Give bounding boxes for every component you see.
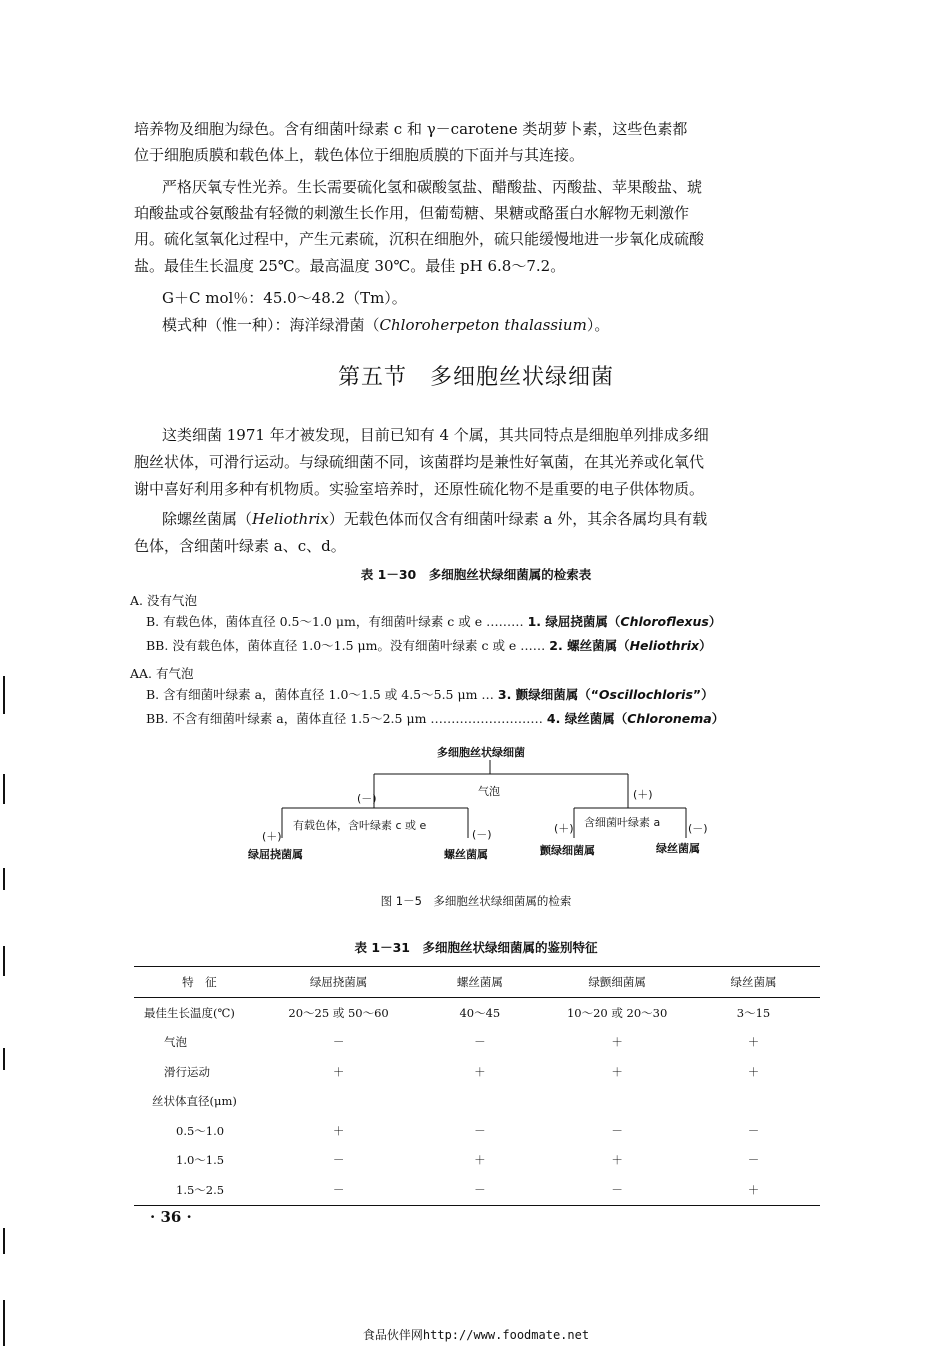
table-row [134,1146,820,1176]
column-header: 特 征 [134,967,265,998]
table-cell: ＋ [611,1064,623,1079]
table-cell: 20～25 或 50～60 [288,1005,389,1020]
table-cell: － [547,1175,687,1205]
table-cell: ＋ [474,1064,486,1079]
column-header: 绿丝菌属 [687,967,820,998]
table-cell: － [474,1035,486,1050]
table-cell: ＋ [747,1035,760,1050]
table-header-row [134,967,820,998]
paragraph-line: 培养物及细胞为绿色。含有细菌叶绿素 c 和 γ－carotene 类胡萝卜素，这些色素都 [134,120,688,138]
tree-node-chromatophore: 有载色体，含叶绿素 c 或 e [293,819,427,832]
table-cell: 滑行运动 [164,1064,210,1079]
key-line: BB. 没有载色体，菌体直径 1.0～1.5 μm。没有细菌叶绿素 c 或 e …… 2. 螺丝菌属（Heliothrix） [146,638,712,653]
table-cell: 40～45 [459,1005,501,1020]
tree-leaf: 颤绿细菌属 [540,844,595,857]
tree-leaf: 螺丝菌属 [444,848,488,861]
paragraph-line: 珀酸盐或谷氨酸盐有轻微的刺激生长作用，但葡萄糖、果糖或酪蛋白水解物无刺激作 [134,204,690,222]
table-row [134,998,820,1028]
tree-minus: (－) [472,828,492,841]
paragraph-line: 胞丝状体，可滑行运动。与绿硫细菌不同，该菌群均是兼性好氧菌，在其光养或化氧代 [134,453,705,471]
table-row [134,1087,820,1117]
table-cell: 3～15 [736,1005,771,1020]
table-cell: ＋ [332,1064,345,1079]
tree-node-gas: 气泡 [478,785,500,798]
table-cell: ＋ [332,1123,345,1138]
table-cell: 10～20 或 20～30 [566,1005,668,1020]
tree-minus: (－) [357,792,377,805]
table-cell: － [611,1123,623,1138]
table-cell: 0.5～1.0 [176,1123,225,1138]
table-cell: － [265,1175,413,1205]
paragraph-line: 这类细菌 1971 年才被发现，目前已知有 4 个属，其共同特点是细胞单列排成多细 [162,426,709,444]
table-caption: 表 1－31 多细胞丝状绿细菌属的鉴别特征 [354,940,598,955]
figure-caption: 图 1－5 多细胞丝状绿细菌属的检索 [380,894,572,908]
table-cell: － [332,1153,345,1168]
key-line: A. 没有气泡 [130,593,197,608]
table-cell: － [747,1153,760,1168]
tree-node-bchl-a: 含细菌叶绿素 a [584,816,661,829]
table-cell: 1.5～2.5 [134,1175,265,1205]
table-cell: ＋ [611,1035,623,1050]
tree-plus: (＋) [554,822,574,835]
tree-plus: (＋) [633,788,653,801]
table-cell [265,1087,413,1117]
table-caption: 表 1－30 多细胞丝状绿细菌属的检索表 [360,567,592,582]
table-cell [687,1087,820,1117]
key-line: B. 含有细菌叶绿素 a，菌体直径 1.0～1.5 或 4.5～5.5 μm … 3. 颤绿细菌属（“Oscillochloris”） [146,687,714,702]
scan-mark [3,1228,5,1254]
key-line: BB. 不含有细菌叶绿素 a，菌体直径 1.5～2.5 μm ……………………… 4. 绿丝菌属（Chloronema） [146,711,725,726]
paragraph-line: 除螺丝菌属（Heliothrix）无载色体而仅含有细菌叶绿素 a 外，其余各属均具有载 [162,510,708,528]
table-row [134,1057,820,1087]
table-row [134,1175,820,1205]
column-header: 螺丝菌属 [412,967,547,998]
gc-content: G＋C mol％：45.0～48.2（Tm）。 [162,289,407,307]
page-number: · 36 · [150,1208,192,1226]
key-line: B. 有载色体，菌体直径 0.5～1.0 μm，有细菌叶绿素 c 或 e ……… 1. 绿屈挠菌属（Chloroflexus） [146,614,722,629]
table-cell: － [747,1123,760,1138]
table-cell: ＋ [474,1153,486,1168]
tree-leaf: 绿屈挠菌属 [248,848,303,861]
paragraph-line: 用。硫化氢氧化过程中，产生元素硫，沉积在细胞外，硫只能缓慢地进一步氧化成硫酸 [134,230,705,248]
characteristics-table [134,966,820,1206]
paragraph-line: 位于细胞质膜和载色体上，载色体位于细胞质膜的下面并与其连接。 [134,146,585,164]
tree-minus: (－) [688,822,708,835]
table-cell [547,1087,687,1117]
footer-watermark: 食品伙伴网http://www.foodmate.net [362,1328,590,1342]
column-header: 绿屈挠菌属 [265,967,413,998]
table-row [134,1028,820,1058]
tree-root: 多细胞丝状绿细菌 [437,746,525,759]
table-row [134,1116,820,1146]
tree-leaf: 绿丝菌属 [656,842,700,855]
key-line: AA. 有气泡 [130,666,194,681]
paragraph-line: 谢中喜好利用多种有机物质。实验室培养时，还原性硫化物不是重要的电子供体物质。 [134,480,705,498]
scan-mark [3,1048,5,1070]
table-cell: 1.0～1.5 [176,1153,225,1168]
paragraph-line: 色体，含细菌叶绿素 a、c、d。 [134,537,346,555]
table-cell: － [412,1175,547,1205]
table-cell [412,1087,547,1117]
tree-plus: (＋) [262,830,282,843]
table-cell: 最佳生长温度(℃) [144,1005,235,1020]
column-header: 绿颤细菌属 [547,967,687,998]
table-cell: ＋ [611,1153,623,1168]
table-cell: ＋ [687,1175,820,1205]
paragraph-line: 严格厌氧专性光养。生长需要硫化氢和碳酸氢盐、醋酸盐、丙酸盐、苹果酸盐、琥 [162,178,703,196]
paragraph-line: 盐。最佳生长温度 25℃。最高温度 30℃。最佳 pH 6.8～7.2。 [134,257,566,275]
table-cell: 丝状体直径(μm) [152,1094,237,1109]
table-cell: ＋ [747,1064,760,1079]
table-cell: － [474,1123,486,1138]
table-cell: － [332,1035,345,1050]
table-cell: 气泡 [164,1035,187,1050]
type-species: 模式种（惟一种）：海洋绿滑菌（Chloroherpeton thalassium）。 [162,316,610,334]
section-title: 第五节 多细胞丝状绿细菌 [337,365,614,390]
